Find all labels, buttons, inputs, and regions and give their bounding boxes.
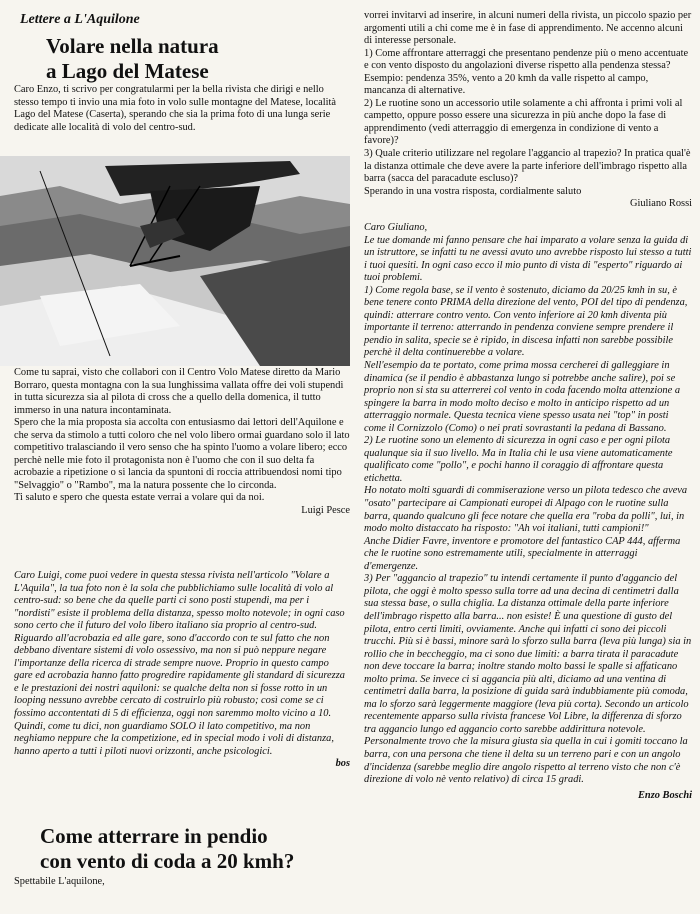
article2-letter-block xyxy=(364,10,692,211)
article2-reply-p4: 2) Le ruotine sono un elemento di sicurezza in ogni caso e per ogni pilota qualunque sia il suo livello. Ma in Italia chi le usa viene automaticamente qualificato come "pollo", e pochi hanno il coraggio di affrontare questa etichetta. xyxy=(364,435,673,484)
article1-title-line2: a Lago del Matese xyxy=(46,59,209,83)
article2-reply-p7: 3) Per "aggancio al trapezio" tu intendi certamente il punto d'aggancio del pilota, che oggi è molto spesso sulla torre ad una decina di centimetri dalla sua stessa base, o sulla chiglia. La distanza ottimale della parte inferiore dell'imbrago rispetto alla barra... non esiste! È una questione di gusto del pilota, entro certi limiti, ovviamente. Anche qui infatti ci sono dei piccoli trucchi. Più si è bassi, minore sarà lo sforzo sulla barra (leva più lunga) sia in rollio che in beccheggio, ma ci sono due limiti: a barra tirata il paracadute non deve toccare la barra; inoltre stando molto bassi le spalle si affaticano molto prima. Se invece ci si aggancia più alti, diciamo ad una ventina di centimetri dalla barra, la posizione di guida sarà indubbiamente più comoda, ma lo sforzo sarà leggermente maggiore (leva più corta). Secondo un articolo recentemente apparso sulla rivista francese Vol Libre, la differenza di sforzo tra aggancio lungo ed aggancio corto sarebbe addirittura notevole. xyxy=(364,573,692,735)
article1-letter-block xyxy=(14,367,350,518)
article1-letter-body-1: Come tu saprai, visto che collabori con il Centro Volo Matese diretto da Mario Borraro, questa montagna con la sua lunghissima vallata offre dei voli stupendi in tutta sicurezza sia al pilota di cross che a quello della domenica, il tutto immerso in una natura incontaminata. xyxy=(14,367,344,416)
article2-opening: vorrei invitarvi ad inserire, in alcuni numeri della rivista, un piccolo spazio per argomenti utili a chi come me è in fase di apprendimento. Ne accenno alcuni di interesse personale. xyxy=(364,10,692,47)
article2-reply-block xyxy=(364,222,692,802)
article1-letter-closing: Ti saluto e spero che questa estate verrai a volare qui da noi. xyxy=(14,492,265,504)
article2-title-line1: Come atterrare in pendio xyxy=(40,824,268,848)
article2-reply-p8: Personalmente trovo che la misura giusta sia quella in cui i gomiti toccano la barra, con una persona che tiene il delta su un terreno pari e con un angolo d'incidenza (sarebbe meglio dire angolo rispetto al terreno visto che non c'è direzione di volo nè vento relativo) di circa 15 gradi. xyxy=(364,736,688,786)
article2-salutation: Spettabile L'aquilone, xyxy=(14,876,105,887)
article1-letter-body-2: Spero che la mia proposta sia accolta con entusiasmo dai lettori dell'Aquilone e che serva da stimolo a tutti coloro che nel volo libero ormai guardano solo il lato competitivo tralasciando il vero senso che ha spinto l'uomo a volare libero; ecco perchè nelle mie foto il protagonista non è l'uomo che con il suo delta fa acrobazie a ripetizione o si lancia da spuntoni di roccia attribuendosi nomi tipo "Selvaggio" o "Rambo", ma la natura possente che lo circonda. xyxy=(14,417,350,491)
article2-letter-start xyxy=(14,876,350,889)
article2-closing: Sperando in una vostra risposta, cordialmente saluto xyxy=(364,185,582,197)
hang-glider-illustration xyxy=(0,156,350,366)
article2-title-line2: con vento di coda a 20 kmh? xyxy=(40,849,295,873)
article1-title xyxy=(46,34,219,84)
article1-title-line1: Volare nella natura xyxy=(46,34,219,58)
article2-title xyxy=(40,824,294,874)
article2-reply-p2: 1) Come regola base, se il vento è sostenuto, diciamo da 20/25 kmh in su, è bene tenere conto PRIMA della direzione del vento, POI del tipo di pendenza, quindi: atterrare contro vento. Con vento inferiore ai 20 kmh diventa più importante il terreno: atterrando in pendenza conviene sempre prendere il pendio in salita, specie se è ripido, in discesa infatti non sarebbe possibile perchè il delta continuerebbe a volare. xyxy=(364,284,688,359)
article1-intro-block xyxy=(14,84,350,134)
article2-question-2: 2) Le ruotine sono un accessorio utile solamente a chi affronta i primi voli al campetto, oppure posso essere una sicurezza in più anche dopo la fase di apprendimento (vedi atterraggio di emergenza in condizione di vento a favore)? xyxy=(364,97,683,147)
article2-reply-p5: Ho notato molti sguardi di commiserazione verso un pilota tedesco che aveva "osato" partecipare ai Campionati europei di Alpago con le ruotine sulla barra, quando qualcuno gli fece notare che quella era "roba da polli", lui, in modo molto distaccato ha risposto: "Ah voi italiani, tutti campioni!" xyxy=(364,485,688,535)
article2-reply-salutation: Caro Giuliano, xyxy=(364,222,428,233)
article2-question-1: 1) Come affrontare atterraggi che presentano pendenze più o meno accentuate e con vento disposto du angolazioni diverse rispetto alla pendenza stessa? Esempio: pendenza 35%, vento a 20 kmh da valle rispetto al campo, mancanza di alternative. xyxy=(364,47,689,97)
article1-reply-2: Quindi, come tu dici, non guardiamo SOLO il lato competitivo, ma non neghiamo neppure che la competizione, ed in special modo i voli di distanza, hanno aperto a tutti i piloti nuovi orizzonti, anche psicologici. xyxy=(14,720,334,757)
article1-reply-block xyxy=(14,570,350,771)
article2-reply-p6: Anche Didier Favre, inventore e promotore del fantastico CAP 444, afferma che le ruotine sono estremamente utili, specialmente in atterraggi d'emergenze. xyxy=(364,535,681,572)
article2-question-3: 3) Quale criterio utilizzare nel regolare l'aggancio al trapezio? In pratica qual'è la distanza ottimale che deve avere la parte inferiore dell'imbrago rispetto alla barra (sacca del paracadute escluso)? xyxy=(364,148,691,185)
article2-reply-p1: Le tue domande mi fanno pensare che hai imparato a volare senza la guida di un istruttore, se infatti tu ne avessi avuto uno avrebbe risposto lui stesso a tutti i tuoi quesiti. In ogni caso ecco il mio punto di vista di "esperto" riguardo ai tuoi problemi. xyxy=(364,234,692,284)
article1-reply-1: Caro Luigi, come puoi vedere in questa stessa rivista nell'articolo "Volare a L'Aquila", la tua foto non è la sola che pubblichiamo sulle località di volo al centro-sud: so bene che da quelle parti ci sono posti stupendi, ma per i "nordisti" esiste il problema della distanza, spesso molto notevole; in ogni caso sono certo che il futuro del volo libero italiano sia proprio al centro-sud. Riguardo all'acrobazia ed alle gare, sono d'accordo con te sul fatto che non debbano diventare sistemi di volo ossessivo, ma non si può neppure negare l'importanze della ricerca di strade sempre nuove. Proprio in questo campo gare ed acrobazia hanno fatto progredire rapidamente gli standard di sicurezza e le prestazioni dei nostri aquiloni: se qualche delta non si fosse rotto in un looping nessuno avrebbe cercato di costruirlo più robusto; così come se ci fossimo accontentati di 5 di efficienza, oggi non saremmo molto vicino a 10. xyxy=(14,570,345,720)
article1-reply-signature: bos xyxy=(335,758,350,770)
article2-signature: Giuliano Rossi xyxy=(629,198,692,210)
article1-letter-signature: Luigi Pesce xyxy=(301,505,350,517)
article2-reply-signature: Enzo Boschi xyxy=(638,789,692,801)
hang-glider-photo xyxy=(0,156,350,366)
section-label: Lettere a L'Aquilone xyxy=(20,12,140,27)
article1-intro: Caro Enzo, ti scrivo per congratularmi per la bella rivista che dirigi e nello stesso tempo ti invio una mia foto in volo sulle montagne del Matese, località Lago del Matese (Caserta), sperando che sia la prima foto di una lunga serie dedicate alle località di volo del centro-sud. xyxy=(14,84,337,133)
article2-reply-p3: Nell'esempio da te portato, come prima mossa cercherei di galleggiare in dinamica (se il pendio è abbastanza lungo si potrebbe anche salire), poi se proprio non si sta su atterrerei col vento in coda facendo molta attenzione a spingere la barra in modo molto deciso e molto in anticipo rispetto ad un atterraggio normale. Questa tecnica viene spesso usata nei "top" in posti come il Cornizzolo (Como) o nei prati sovrastanti la pedana di Bassano. xyxy=(364,360,681,434)
